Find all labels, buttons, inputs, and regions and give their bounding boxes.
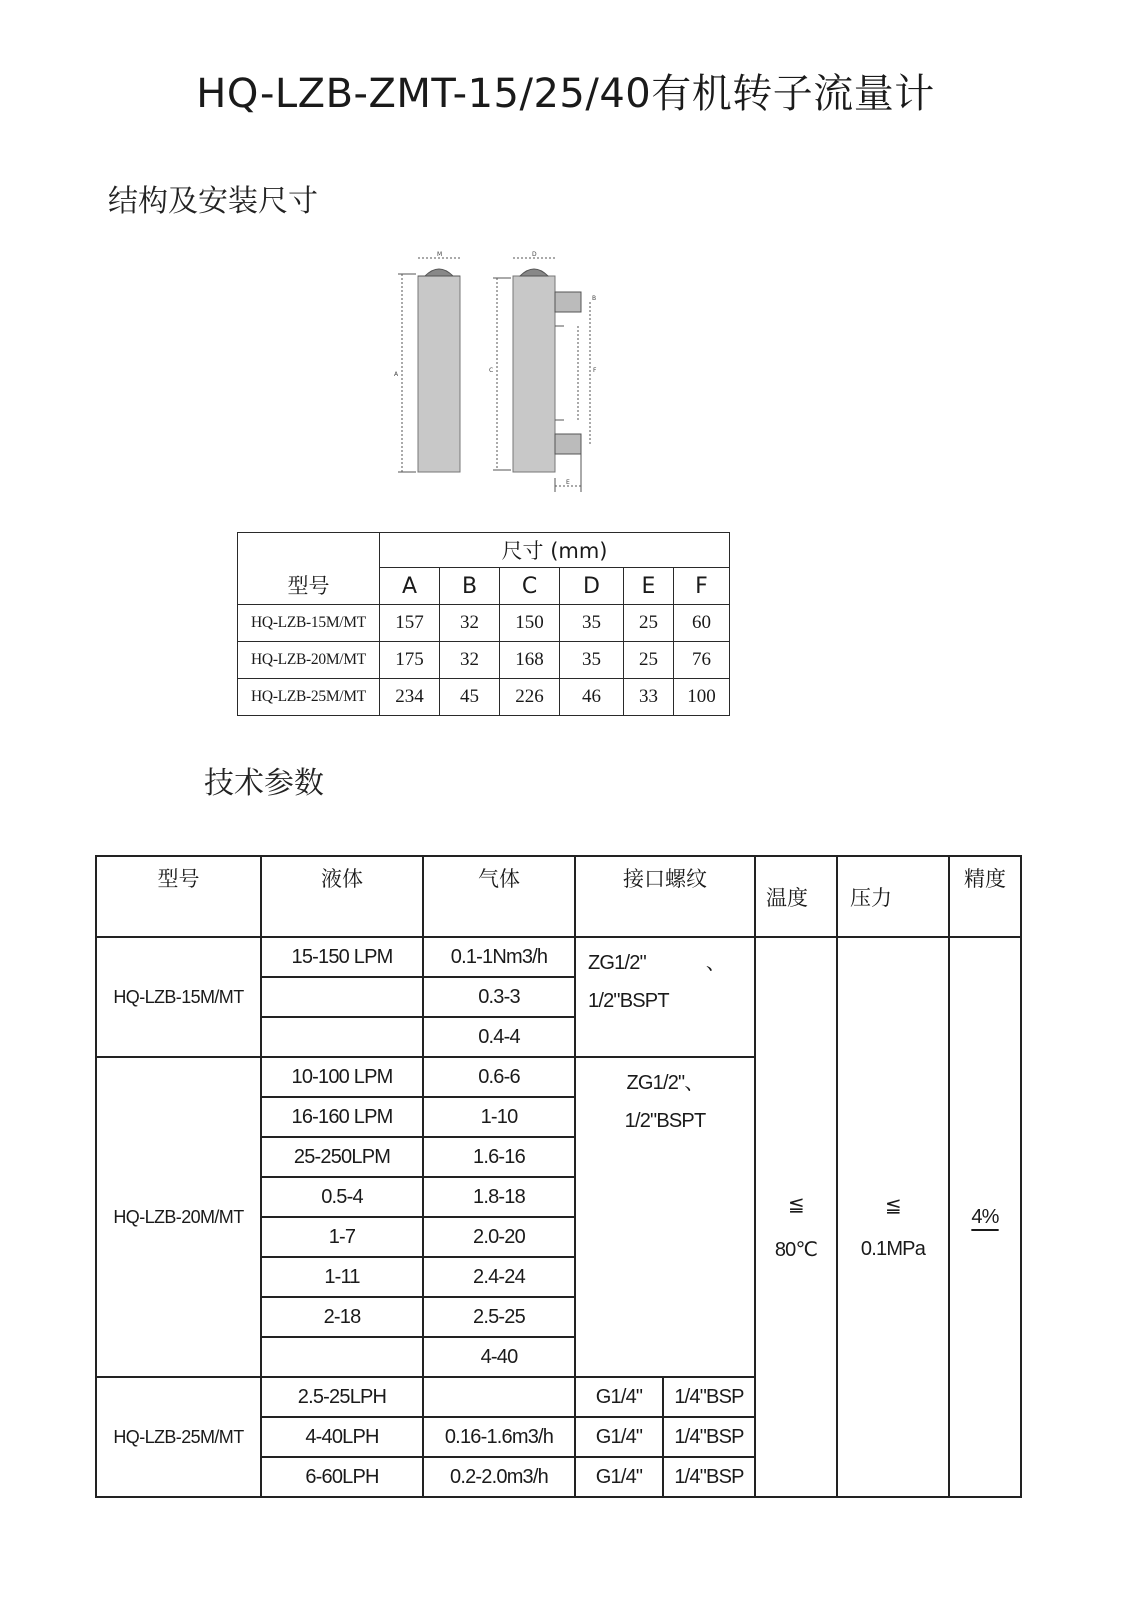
header-temp: 温度 bbox=[755, 856, 837, 937]
section-title-dimensions: 结构及安装尺寸 bbox=[108, 184, 318, 219]
dim-value-cell: 45 bbox=[440, 679, 500, 716]
dim-row bbox=[238, 679, 730, 716]
dim-model-cell: HQ-LZB-15M/MT bbox=[238, 605, 380, 642]
temp-value: 80℃ bbox=[774, 1238, 818, 1261]
gas-cell: 2.0-20 bbox=[423, 1217, 575, 1257]
gas-cell: 4-40 bbox=[423, 1337, 575, 1377]
liquid-cell: 2-18 bbox=[261, 1297, 423, 1337]
header-thread: 接口螺纹 bbox=[575, 856, 755, 937]
gas-cell: 0.3-3 bbox=[423, 977, 575, 1017]
thread-comma: 、 bbox=[705, 952, 726, 974]
dim-value-cell: 226 bbox=[500, 679, 560, 716]
dim-value-cell: 100 bbox=[674, 679, 730, 716]
dim-col-d: D bbox=[560, 568, 624, 605]
liquid-cell: 4-40LPH bbox=[261, 1417, 423, 1457]
liquid-cell bbox=[261, 1337, 423, 1377]
dim-value-cell: 32 bbox=[440, 605, 500, 642]
dim-label-b: B bbox=[592, 295, 597, 302]
dim-value-cell: 175 bbox=[380, 642, 440, 679]
section-title-tech: 技术参数 bbox=[204, 766, 324, 801]
model-cell-15: HQ-LZB-15M/MT bbox=[96, 937, 261, 1057]
accuracy-value: 4% bbox=[971, 1205, 999, 1228]
gas-cell: 1.8-18 bbox=[423, 1177, 575, 1217]
dim-label-c: C bbox=[489, 367, 494, 374]
dim-label-m: M bbox=[437, 251, 443, 258]
liquid-cell: 10-100 LPM bbox=[261, 1057, 423, 1097]
temp-symbol: ≦ bbox=[788, 1193, 804, 1216]
dim-value-cell: 25 bbox=[624, 605, 674, 642]
liquid-cell: 1-11 bbox=[261, 1257, 423, 1297]
gas-cell: 2.4-24 bbox=[423, 1257, 575, 1297]
page-title: HQ-LZB-ZMT-15/25/40有机转子流量计 bbox=[196, 71, 935, 117]
dim-col-c: C bbox=[500, 568, 560, 605]
model-cell-20: HQ-LZB-20M/MT bbox=[96, 1057, 261, 1377]
dim-model-cell: HQ-LZB-20M/MT bbox=[238, 642, 380, 679]
liquid-cell: 16-160 LPM bbox=[261, 1097, 423, 1137]
dim-value-cell: 150 bbox=[500, 605, 560, 642]
gas-cell: 0.1-1Nm3/h bbox=[423, 937, 575, 977]
thread-a-cell: G1/4" bbox=[575, 1457, 663, 1497]
dimension-table bbox=[237, 532, 730, 716]
tech-params-table bbox=[95, 855, 1022, 1498]
dim-col-b: B bbox=[440, 568, 500, 605]
dim-value-cell: 25 bbox=[624, 642, 674, 679]
dim-label-a: A bbox=[394, 371, 399, 378]
gas-cell: 0.2-2.0m3/h bbox=[423, 1457, 575, 1497]
dim-value-cell: 46 bbox=[560, 679, 624, 716]
dim-row bbox=[238, 642, 730, 679]
pressure-symbol: ≦ bbox=[885, 1194, 901, 1217]
header-pressure: 压力 bbox=[837, 856, 949, 937]
thread-b-cell: 1/4"BSP bbox=[663, 1377, 755, 1417]
dim-value-cell: 234 bbox=[380, 679, 440, 716]
dim-col-e: E bbox=[624, 568, 674, 605]
dim-value-cell: 32 bbox=[440, 642, 500, 679]
header-gas: 气体 bbox=[423, 856, 575, 937]
pressure-value: 0.1MPa bbox=[860, 1237, 926, 1260]
liquid-cell: 6-60LPH bbox=[261, 1457, 423, 1497]
liquid-cell bbox=[261, 1017, 423, 1057]
pressure-cell bbox=[837, 937, 949, 1497]
thread-a-cell: G1/4" bbox=[575, 1417, 663, 1457]
dim-value-cell: 60 bbox=[674, 605, 730, 642]
dim-size-header: 尺寸 (mm) bbox=[380, 533, 730, 568]
gas-cell: 2.5-25 bbox=[423, 1297, 575, 1337]
dim-col-a: A bbox=[380, 568, 440, 605]
liquid-cell: 1-7 bbox=[261, 1217, 423, 1257]
model-cell-25: HQ-LZB-25M/MT bbox=[96, 1377, 261, 1497]
gas-cell bbox=[423, 1377, 575, 1417]
dim-value-cell: 35 bbox=[560, 642, 624, 679]
header-accuracy: 精度 bbox=[949, 856, 1021, 937]
dim-value-cell: 35 bbox=[560, 605, 624, 642]
gas-cell: 1.6-16 bbox=[423, 1137, 575, 1177]
thread-a-cell: G1/4" bbox=[575, 1377, 663, 1417]
dim-value-cell: 157 bbox=[380, 605, 440, 642]
liquid-cell: 0.5-4 bbox=[261, 1177, 423, 1217]
dim-label-e: E bbox=[566, 479, 570, 486]
dim-value-cell: 168 bbox=[500, 642, 560, 679]
gas-cell: 1-10 bbox=[423, 1097, 575, 1137]
liquid-cell: 2.5-25LPH bbox=[261, 1377, 423, 1417]
dim-col-f: F bbox=[674, 568, 730, 605]
flowmeter-drawing bbox=[380, 248, 640, 498]
dim-label-f: F bbox=[593, 367, 597, 374]
gas-cell: 0.6-6 bbox=[423, 1057, 575, 1097]
gas-cell: 0.16-1.6m3/h bbox=[423, 1417, 575, 1457]
thread-line: 1/2"BSPT bbox=[624, 1110, 706, 1132]
dim-value-cell: 76 bbox=[674, 642, 730, 679]
dim-model-cell: HQ-LZB-25M/MT bbox=[238, 679, 380, 716]
dim-row bbox=[238, 605, 730, 642]
thread-line: 1/2"BSPT bbox=[588, 990, 669, 1012]
thread-line: ZG1/2" bbox=[588, 952, 646, 974]
thread-cell-15 bbox=[575, 937, 755, 1057]
temp-cell bbox=[755, 937, 837, 1497]
thread-b-cell: 1/4"BSP bbox=[663, 1457, 755, 1497]
liquid-cell: 15-150 LPM bbox=[261, 937, 423, 977]
liquid-cell bbox=[261, 977, 423, 1017]
dim-model-header: 型号 bbox=[238, 533, 380, 605]
header-model: 型号 bbox=[96, 856, 261, 937]
thread-b-cell: 1/4"BSP bbox=[663, 1417, 755, 1457]
dim-label-d: D bbox=[532, 251, 537, 258]
header-liquid: 液体 bbox=[261, 856, 423, 937]
gas-cell: 0.4-4 bbox=[423, 1017, 575, 1057]
thread-cell-20 bbox=[575, 1057, 755, 1377]
thread-line: ZG1/2"、 bbox=[626, 1072, 704, 1094]
liquid-cell: 25-250LPM bbox=[261, 1137, 423, 1177]
dim-value-cell: 33 bbox=[624, 679, 674, 716]
accuracy-cell bbox=[949, 937, 1021, 1497]
